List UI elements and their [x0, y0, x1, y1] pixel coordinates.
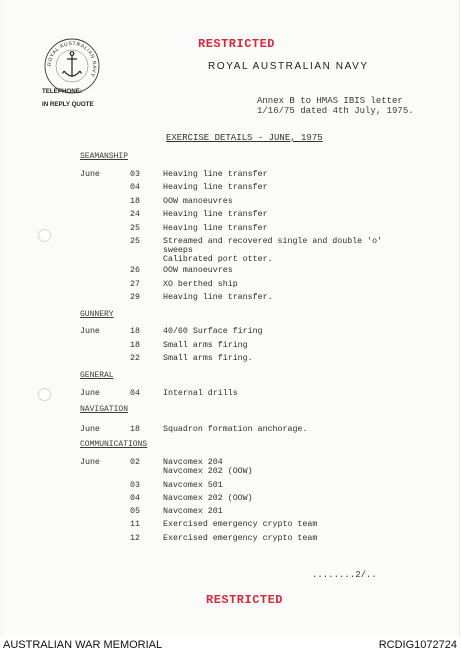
row-day: 22 — [130, 354, 140, 363]
row-description: Exercised emergency crypto team — [163, 534, 318, 543]
row-day: 04 — [130, 183, 140, 192]
row-month: June — [80, 389, 100, 398]
row-description: OOW manoeuvres — [163, 197, 233, 206]
row-day: 04 — [130, 389, 140, 398]
row-description: Navcomex 501 — [163, 481, 223, 490]
row-description: Heaving line transfer — [163, 183, 268, 192]
section-heading: GENERAL — [80, 371, 114, 380]
archive-name: AUSTRALIAN WAR MEMORIAL — [3, 639, 163, 651]
row-day: 24 — [130, 210, 140, 219]
row-day: 25 — [130, 237, 140, 246]
archive-reference: RCDIG1072724 — [378, 639, 457, 651]
navy-seal — [43, 37, 101, 95]
row-month: June — [80, 170, 100, 179]
row-day: 27 — [130, 280, 140, 289]
row-description: OOW manoeuvres — [163, 266, 233, 275]
continuation-marker: ........2/.. — [312, 570, 377, 580]
row-month: June — [80, 327, 100, 336]
row-description: Exercised emergency crypto team — [163, 520, 318, 529]
document-page — [2, 0, 459, 636]
row-day: 18 — [130, 327, 140, 336]
archive-footer — [0, 636, 461, 654]
row-description: Heaving line transfer. — [163, 293, 273, 302]
seal-ring-text: ROYAL AUSTRALIAN NAVY — [46, 40, 98, 78]
row-day: 26 — [130, 266, 140, 275]
row-description: Internal drills — [163, 389, 238, 398]
row-day: 18 — [130, 341, 140, 350]
row-description: Streamed and recovered single and double 'o' sweeps Calibrated port otter. — [163, 237, 383, 264]
row-day: 29 — [130, 293, 140, 302]
row-description: Heaving line transfer — [163, 170, 268, 179]
row-day: 12 — [130, 534, 140, 543]
restricted-stamp-bottom: RESTRICTED — [206, 593, 284, 607]
section-heading: COMMUNICATIONS — [80, 440, 148, 449]
row-description: 40/60 Surface firing — [163, 327, 263, 336]
section-heading: SEAMANSHIP — [80, 152, 129, 161]
row-description: Navcomex 202 (OOW) — [163, 494, 253, 503]
document-title: EXERCISE DETAILS - JUNE, 1975 — [166, 133, 323, 143]
row-day: 11 — [130, 520, 140, 529]
reference-line-1: Annex B to HMAS IBIS letter — [257, 96, 403, 106]
organisation-heading: ROYAL AUSTRALIAN NAVY — [208, 61, 369, 72]
row-day: 04 — [130, 494, 140, 503]
row-description: Heaving line transfer — [163, 210, 268, 219]
punch-hole — [38, 229, 51, 242]
row-day: 02 — [130, 458, 140, 467]
row-description: Navcomex 201 — [163, 507, 223, 516]
row-description: Small arms firing — [163, 341, 248, 350]
row-description: Squadron formation anchorage. — [163, 425, 308, 434]
anchor-icon — [63, 52, 82, 77]
row-description: Heaving line transfer — [163, 224, 268, 233]
telephone-label: TELEPHONE: — [42, 88, 82, 95]
row-day: 05 — [130, 507, 140, 516]
row-month: June — [80, 425, 100, 434]
section-heading: NAVIGATION — [80, 405, 129, 414]
reference-line-2: 1/16/75 dated 4th July, 1975. — [257, 106, 414, 116]
section-heading: GUNNERY — [80, 310, 114, 319]
reply-quote-label: IN REPLY QUOTE — [42, 101, 94, 108]
restricted-stamp-top: RESTRICTED — [198, 37, 276, 51]
row-description: Navcomex 204 Navcomex 202 (OOW) — [163, 458, 253, 476]
row-month: June — [80, 458, 100, 467]
row-day: 03 — [130, 481, 140, 490]
row-day: 25 — [130, 224, 140, 233]
row-description: XO berthed ship — [163, 280, 238, 289]
row-description: Small arms firing. — [163, 354, 253, 363]
row-day: 18 — [130, 425, 140, 434]
row-day: 03 — [130, 170, 140, 179]
row-day: 18 — [130, 197, 140, 206]
punch-hole — [38, 388, 51, 401]
